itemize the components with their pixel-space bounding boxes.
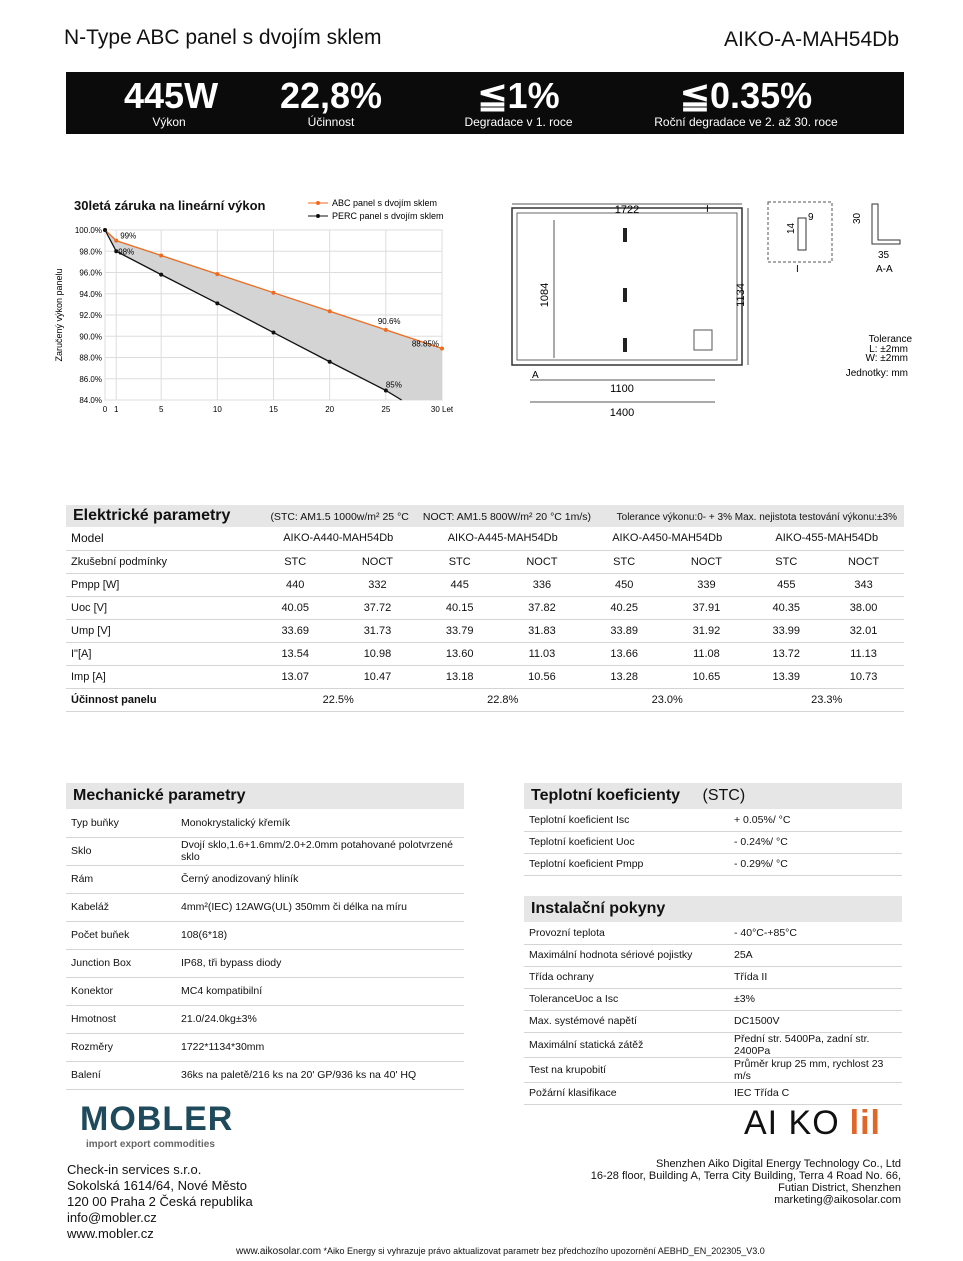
electrical-header (66, 505, 904, 527)
electrical-value: 10.47 (334, 665, 420, 688)
mobler-address (67, 1162, 253, 1242)
inst-value: IEC Třída C (729, 1082, 902, 1104)
electrical-value: 343 (823, 573, 904, 596)
electrical-value: 339 (663, 573, 749, 596)
y-tick-label: 88.0% (79, 353, 102, 363)
electrical-value: 40.35 (749, 596, 823, 619)
electrical-row (66, 573, 904, 596)
x-tick-label: 30 Let (430, 405, 454, 414)
mech-value: Dvojí sklo,1.6+1.6mm/2.0+2.0mm potahované polotvrzené sklo (176, 837, 464, 865)
electrical-section (66, 505, 904, 712)
electrical-value: 40.25 (585, 596, 663, 619)
efficiency-label: Účinnost (307, 115, 355, 129)
electrical-row (66, 642, 904, 665)
data-point (272, 331, 276, 335)
data-point (159, 273, 163, 277)
mech-label: Hmotnost (66, 1005, 176, 1033)
electrical-row-label: Imp [A] (66, 665, 256, 688)
inst-row (524, 966, 902, 988)
mech-value: IP68, tři bypass diody (176, 949, 464, 977)
y-tick-label: 96.0% (79, 268, 102, 278)
electrical-value: 38.00 (823, 596, 904, 619)
electrical-value: 13.28 (585, 665, 663, 688)
aiko-line: 16-28 floor, Building A, Terra City Building, Terra 4 Road No. 66, (590, 1170, 901, 1182)
electrical-row (66, 596, 904, 619)
electrical-row-label: I"[A] (66, 642, 256, 665)
footer-note: *Aiko Energy si vyhrazuje právo aktualizovat parametr bez předchozího upozornění AEBHD_EN_202305_V3.0 (323, 1246, 765, 1256)
mech-row (66, 809, 464, 837)
mech-label: Rozměry (66, 1033, 176, 1061)
mobler-line: Sokolská 1614/64, Nové Město (67, 1178, 247, 1193)
electrical-value: 32.01 (823, 619, 904, 642)
electrical-value: 11.03 (499, 642, 585, 665)
section-aa-label: A-A (876, 264, 893, 275)
annotation: 98% (118, 247, 135, 257)
data-point (384, 328, 388, 332)
electrical-row (66, 665, 904, 688)
inst-row (524, 1010, 902, 1032)
electrical-value: 10.73 (823, 665, 904, 688)
electrical-value: 31.92 (663, 619, 749, 642)
mechanical-section (66, 783, 464, 1090)
aiko-email[interactable]: marketing@aikosolar.com (774, 1194, 901, 1206)
tolerance-title: Tolerance (868, 334, 912, 345)
data-point (114, 239, 118, 243)
model-row (66, 527, 904, 550)
y-tick-label: 84.0% (79, 396, 102, 405)
mech-value: MC4 kompatibilní (176, 977, 464, 1005)
aiko-address (591, 1158, 901, 1206)
y-tick-label: 98.0% (79, 247, 102, 257)
efficiency-a450: 23.0% (585, 688, 749, 711)
mobler-line: 120 00 Praha 2 Česká republika (67, 1194, 253, 1209)
mobler-logo (80, 1100, 233, 1150)
detail-i (768, 202, 832, 262)
mech-label: Typ buňky (66, 809, 176, 837)
inst-value: - 40°C-+85°C (729, 922, 902, 944)
mount-hole (623, 338, 627, 352)
y-tick-label: 94.0% (79, 289, 102, 299)
electrical-value: 40.05 (256, 596, 334, 619)
inst-value: Třída II (729, 966, 902, 988)
electrical-value: 332 (334, 573, 420, 596)
mount-hole (623, 288, 627, 302)
model-name: AIKO-A-MAH54Db (723, 28, 899, 51)
data-point (328, 309, 332, 313)
mobler-tagline: import export commodities (86, 1139, 215, 1150)
electrical-value: 33.69 (256, 619, 334, 642)
electrical-row-label: Pmpp [W] (66, 573, 256, 596)
aiko-logo (744, 1104, 881, 1143)
efficiency-label: Účinnost panelu (66, 688, 256, 711)
mech-row (66, 865, 464, 893)
detail-i-section (798, 218, 806, 250)
y-tick-label: 90.0% (79, 332, 102, 342)
dim-30: 30 (852, 212, 863, 224)
chart-title: 30letá záruka na lineární výkon (74, 198, 266, 213)
inst-value: DC1500V (729, 1010, 902, 1032)
mechanical-table (66, 809, 464, 1090)
electrical-value: 33.79 (420, 619, 498, 642)
noct-label: NOCT (499, 550, 585, 573)
noct-label: NOCT (334, 550, 420, 573)
inst-label: Požární klasifikace (524, 1082, 729, 1104)
stc-label: STC (256, 550, 334, 573)
inst-label: Max. systémové napětí (524, 1010, 729, 1032)
x-tick-label: 15 (269, 405, 278, 414)
mech-row (66, 1033, 464, 1061)
electrical-row-label: Uoc [V] (66, 596, 256, 619)
temp-value: - 0.24%/ °C (729, 831, 902, 853)
aiko-line: Shenzhen Aiko Digital Energy Technology Co., Ltd (655, 1158, 901, 1170)
electrical-value: 10.65 (663, 665, 749, 688)
electrical-value: 11.13 (823, 642, 904, 665)
tolerance-note: Tolerance výkonu:0- + 3% Max. nejistota testování výkonu:±3% (616, 512, 897, 523)
annotation: 88.85% (411, 339, 439, 349)
efficiency-value: 22,8% (279, 75, 383, 116)
inst-label: Test na krupobití (524, 1057, 729, 1082)
mech-row (66, 921, 464, 949)
electrical-value: 37.72 (334, 596, 420, 619)
electrical-value: 13.18 (420, 665, 498, 688)
inst-value: 25A (729, 944, 902, 966)
aiko-logo-text: AI KO (743, 1104, 840, 1142)
mech-label: Balení (66, 1061, 176, 1089)
inst-label: Provozní teplota (524, 922, 729, 944)
aiko-line: Futian District, Shenzhen (778, 1182, 901, 1194)
y-tick-label: 100.0% (74, 226, 102, 235)
mech-row (66, 837, 464, 865)
x-tick-label: 0 (102, 405, 108, 414)
electrical-value: 336 (499, 573, 585, 596)
data-point (159, 254, 163, 258)
noct-label: NOCT (823, 550, 904, 573)
degradation-first-label: Degradace v 1. roce (464, 115, 573, 129)
electrical-value: 40.15 (420, 596, 498, 619)
temp-row (524, 831, 902, 853)
mobler-logo-text: MOBLER (80, 1100, 234, 1138)
noct-conditions: NOCT: AM1.5 800W/m² 20 °C 1m/s) (422, 511, 592, 523)
tolerance-l: L: ±2mm (869, 344, 908, 355)
electrical-value: 31.83 (499, 619, 585, 642)
aiko-logo-mark: lil (849, 1104, 881, 1142)
installation-title: Instalační pokyny (524, 896, 902, 922)
electrical-value: 37.82 (499, 596, 585, 619)
electrical-value: 13.72 (749, 642, 823, 665)
mech-row (66, 977, 464, 1005)
page-title: N-Type ABC panel s dvojím sklem (64, 26, 382, 49)
mech-label: Sklo (66, 837, 176, 865)
mech-value: 1722*1134*30mm (176, 1033, 464, 1061)
inst-row (524, 1057, 902, 1082)
mobler-email[interactable]: info@mobler.cz (67, 1210, 157, 1225)
temp-label: Teplotní koeficient Isc (524, 809, 729, 831)
data-point (215, 272, 219, 276)
mount-hole (623, 228, 627, 242)
electrical-value: 10.98 (334, 642, 420, 665)
inst-row (524, 944, 902, 966)
legend-marker (316, 214, 320, 218)
annotation: 99% (120, 231, 137, 241)
inst-label: Maximální statická zátěž (524, 1032, 729, 1057)
temp-value: - 0.29%/ °C (729, 853, 902, 875)
dim-14: 14 (786, 222, 797, 234)
stc-label: STC (585, 550, 663, 573)
dim-1722: 1722 (614, 204, 640, 216)
stc-conditions: (STC: AM1.5 1000w/m² 25 °C (270, 511, 409, 523)
stc-label: STC (420, 550, 498, 573)
stc-label: STC (749, 550, 823, 573)
power-stat (124, 75, 219, 129)
electrical-table (66, 527, 904, 712)
mech-label: Kabeláž (66, 893, 176, 921)
inst-row (524, 1032, 902, 1057)
detail-label: I (796, 264, 799, 275)
electrical-value: 450 (585, 573, 663, 596)
y-tick-label: 86.0% (79, 374, 102, 384)
mech-value: 36ks na paletě/216 ks na 20' GP/936 ks na 40' HQ (176, 1061, 464, 1089)
model-a440: AIKO-A440-MAH54Db (256, 527, 420, 550)
data-point (328, 360, 332, 364)
mechanical-title: Mechanické parametry (66, 783, 464, 809)
inst-label: ToleranceUoc a Isc (524, 988, 729, 1010)
electrical-value: 445 (420, 573, 498, 596)
electrical-value: 455 (749, 573, 823, 596)
x-tick-label: 20 (325, 405, 335, 414)
mech-label: Počet buňek (66, 921, 176, 949)
inst-label: Maximální hodnota sériové pojistky (524, 944, 729, 966)
temp-value: + 0.05%/ °C (729, 809, 902, 831)
frame-profile (872, 204, 900, 244)
electrical-value: 10.56 (499, 665, 585, 688)
inst-label: Třída ochrany (524, 966, 729, 988)
data-point (103, 228, 107, 232)
electrical-value: 31.73 (334, 619, 420, 642)
installation-table (524, 922, 902, 1105)
x-tick-label: 5 (158, 405, 164, 414)
mech-row (66, 949, 464, 977)
inst-row (524, 1082, 902, 1104)
dim-1084: 1084 (539, 282, 551, 308)
degradation-annual-value: ≦0.35% (679, 75, 813, 116)
mech-label: Rám (66, 865, 176, 893)
temp-label: Teplotní koeficient Pmpp (524, 853, 729, 875)
temperature-section (524, 783, 902, 876)
electrical-value: 13.39 (749, 665, 823, 688)
temp-label: Teplotní koeficient Uoc (524, 831, 729, 853)
tolerance-w: W: ±2mm (865, 353, 908, 364)
y-axis-label: Zaručený výkon panelu (54, 268, 64, 362)
mech-value: 4mm²(IEC) 12AWG(UL) 350mm či délka na míru (176, 893, 464, 921)
electrical-row (66, 619, 904, 642)
degradation-first-value: ≦1% (477, 75, 560, 116)
legend-label: ABC panel s dvojím sklem (332, 198, 438, 208)
efficiency-stat (276, 76, 386, 129)
mech-value: 21.0/24.0kg±3% (176, 1005, 464, 1033)
dim-1400: 1400 (609, 407, 635, 419)
x-tick-label: 25 (381, 405, 391, 414)
inst-row (524, 922, 902, 944)
model-a455: AIKO-455-MAH54Db (749, 527, 904, 550)
electrical-row-label: Ump [V] (66, 619, 256, 642)
power-label: Výkon (152, 115, 186, 129)
footer-url[interactable]: www.aikosolar.com (236, 1246, 322, 1257)
electrical-value: 13.60 (420, 642, 498, 665)
temp-row (524, 809, 902, 831)
efficiency-row (66, 688, 904, 711)
footer (236, 1246, 765, 1257)
noct-label: NOCT (663, 550, 749, 573)
mech-row (66, 1005, 464, 1033)
electrical-value: 13.07 (256, 665, 334, 688)
mech-label: Junction Box (66, 949, 176, 977)
x-tick-label: 1 (114, 405, 119, 414)
data-point (272, 291, 276, 295)
x-tick-label: 10 (212, 405, 222, 414)
electrical-value: 440 (256, 573, 334, 596)
model-label: Model (66, 527, 256, 550)
mech-value: Černý anodizovaný hliník (176, 865, 464, 893)
legend-label: PERC panel s dvojím sklem (332, 211, 444, 221)
y-tick-label: 92.0% (79, 311, 102, 320)
temperature-header (524, 783, 902, 809)
dim-35: 35 (878, 250, 890, 261)
degradation-annual-stat (646, 76, 846, 129)
junction-box (694, 330, 712, 350)
efficiency-a455: 23.3% (749, 688, 904, 711)
data-point (440, 346, 444, 350)
inst-value: Průměr krup 25 mm, rychlost 23 m/s (729, 1057, 902, 1082)
inst-row (524, 988, 902, 1010)
key-stats-banner (66, 72, 904, 134)
electrical-value: 37.91 (663, 596, 749, 619)
electrical-value: 33.99 (749, 619, 823, 642)
annotation: 85% (385, 380, 402, 390)
efficiency-a440: 22.5% (256, 688, 420, 711)
electrical-title: Elektrické parametry (73, 507, 231, 524)
dim-1100: 1100 (610, 383, 634, 395)
electrical-value: 13.66 (585, 642, 663, 665)
section-label: I (706, 204, 709, 215)
mobler-line: Check-in services s.r.o. (67, 1162, 202, 1177)
temp-row (524, 853, 902, 875)
temperature-table (524, 809, 902, 876)
electrical-value: 13.54 (256, 642, 334, 665)
mech-value: 108(6*18) (176, 921, 464, 949)
inst-value: ±3% (729, 988, 902, 1010)
degradation-first-stat (456, 76, 581, 129)
mobler-website[interactable]: www.mobler.cz (67, 1226, 154, 1241)
panel-drawing (500, 190, 920, 430)
dim-9: 9 (808, 212, 814, 223)
units-note: Jednotky: mm (845, 368, 908, 379)
power-value: 445W (124, 75, 219, 116)
model-a450: AIKO-A450-MAH54Db (585, 527, 749, 550)
annotation: 90.6% (377, 316, 401, 326)
mech-row (66, 1061, 464, 1089)
electrical-value: 33.89 (585, 619, 663, 642)
warranty-chart (50, 190, 480, 420)
electrical-value: 11.08 (663, 642, 749, 665)
temperature-note: (STC) (702, 787, 746, 804)
conditions-row (66, 550, 904, 573)
section-label: A (532, 370, 539, 381)
data-point (215, 301, 219, 305)
efficiency-a445: 22.8% (420, 688, 584, 711)
conditions-label: Zkušební podmínky (66, 550, 256, 573)
mech-value: Monokrystalický křemík (176, 809, 464, 837)
installation-section (524, 896, 902, 1105)
temperature-title: Teplotní koeficienty (531, 787, 681, 804)
inst-value: Přední str. 5400Pa, zadní str. 2400Pa (729, 1032, 902, 1057)
mech-row (66, 893, 464, 921)
mech-label: Konektor (66, 977, 176, 1005)
legend-marker (316, 201, 320, 205)
model-a445: AIKO-A445-MAH54Db (420, 527, 584, 550)
dim-1134: 1134 (735, 283, 747, 307)
degradation-annual-label: Roční degradace ve 2. až 30. roce (654, 115, 838, 129)
